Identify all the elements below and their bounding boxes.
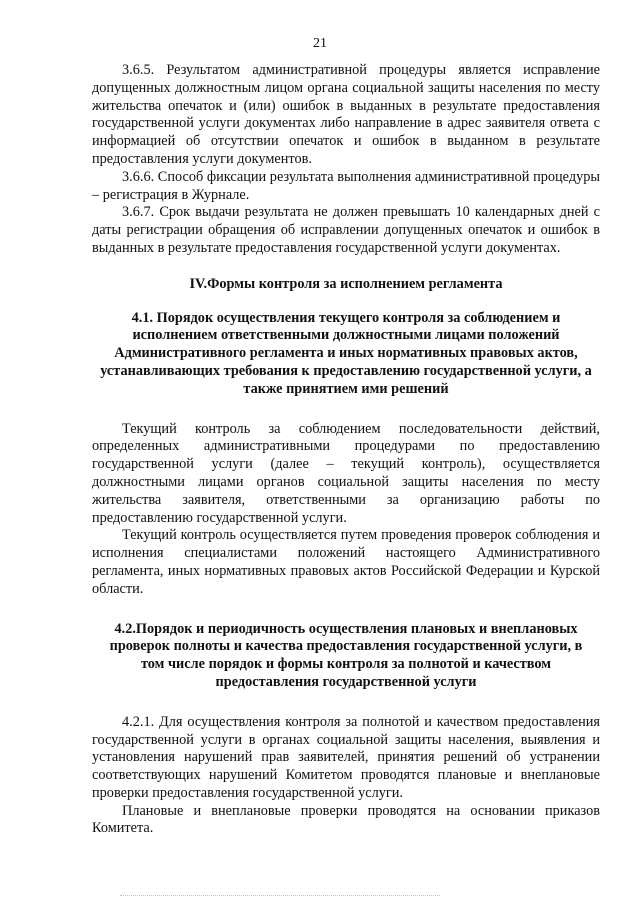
- paragraph-3-6-5: 3.6.5. Результатом административной процедуры является исправление допущенных должностным лицом органа социальной защиты населения по месту жительства опечаток и (или) ошибок в выданных в результате предоставления государственной услуги документах либо направление в адрес заявителя ответа с информацией об отсутствии опечаток и ошибок в выданном в результате предоставления услуги документов.: [92, 62, 600, 167]
- subsection-4-2-title: 4.2.Порядок и периодичность осуществления плановых и внеплановых проверок полноты и качества предоставления государственной услуги, в том числе порядок и формы контроля за полнотой и качеством предоставления государственной услуги: [109, 620, 583, 690]
- paragraph-4-2-1: 4.2.1. Для осуществления контроля за полнотой и качеством предоставления государственной услуги в органах социальной защиты населения, выявления и установления нарушений прав заявителей, принятия решений об устранении соответствующих нарушений Комитетом проводятся плановые и внеплановые проверки предоставления государственной услуги.: [92, 713, 600, 801]
- paragraph-3-6-6: 3.6.6. Способ фиксации результата выполнения административной процедуры – регистрация в Журнале.: [92, 168, 600, 203]
- scan-artifact-line: [120, 895, 440, 902]
- paragraph-3-6-7: 3.6.7. Срок выдачи результата не должен превышать 10 календарных дней с даты регистрации обращения об исправлении допущенных опечаток и ошибок в выданных в результате предоставления государственной услуги документах.: [92, 204, 600, 256]
- subsection-4-1-title: 4.1. Порядок осуществления текущего контроля за соблюдением и исполнением ответственными должностными лицами положений Административного регламента и иных нормативных правовых актов, устанавливающих требования к предоставлению государственной услуги, а также принятием ими решений: [100, 309, 592, 397]
- paragraph-4-1-current-control: Текущий контроль за соблюдением последовательности действий, определенных административными процедурами по предоставлению государственной услуги (далее – текущий контроль), осуществляется должностными лицами органов социальной защиты населения по месту жительства заявителя, ответственными за организацию работы по предоставлению государственной услуги.: [92, 420, 600, 526]
- section-iv-title: IV.Формы контроля за исполнением регламента: [189, 275, 503, 292]
- paragraph-4-1-inspections: Текущий контроль осуществляется путем проведения проверок соблюдения и исполнения специалистами положений настоящего Административного регламента, иных нормативных правовых актов Российской Федерации и Курской области.: [92, 527, 600, 597]
- page-number: 21: [313, 36, 327, 51]
- paragraph-4-2-orders: Плановые и внеплановые проверки проводятся на основании приказов Комитета.: [92, 802, 600, 837]
- document-body: [92, 62, 600, 838]
